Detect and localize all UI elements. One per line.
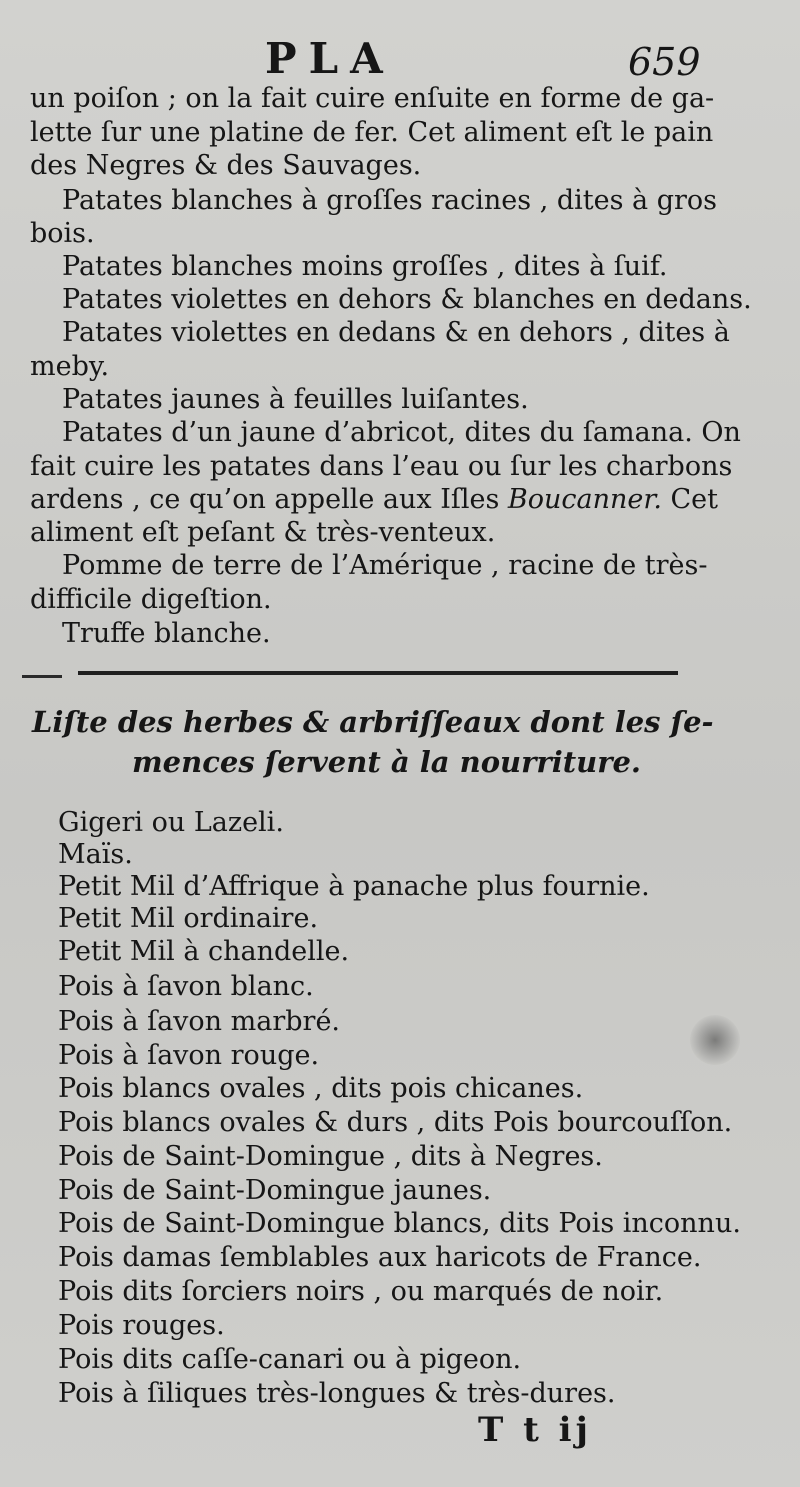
text-line: un poiſon ; on la fait cuire enſuite en forme de ga- [30, 83, 715, 114]
page-header [0, 28, 800, 84]
text-line: Pomme de terre de l’Amérique , racine de très- [62, 550, 708, 581]
list-item: Maïs. [58, 839, 133, 870]
text-line: lette ſur une platine de fer. Cet aliment eſt le pain [30, 117, 714, 148]
list-item: Pois à ſavon blanc. [58, 971, 314, 1002]
text-segment: ardens , ce qu’on appelle aux Iſles [30, 484, 500, 515]
divider-rule-short [22, 675, 62, 678]
text-segment: Cet [670, 484, 718, 515]
text-line: Patates violettes en dehors & blanches en dedans. [62, 284, 752, 315]
divider-rule [78, 671, 678, 675]
text-line: Patates blanches à groſſes racines , dites à gros [62, 185, 718, 216]
list-item: Gigeri ou Lazeli. [58, 807, 284, 838]
text-line: Patates jaunes à feuilles luiſantes. [62, 384, 529, 415]
list-item: Pois dits ſorciers noirs , ou marqués de noir. [58, 1276, 664, 1307]
section-heading-line-1: Liſte des herbes & arbriſſeaux dont les ſe- [32, 705, 714, 739]
signature-mark: T t ij [478, 1410, 592, 1450]
list-item: Petit Mil à chandelle. [58, 936, 350, 967]
section-heading-line-2: mences ſervent à la nourriture. [132, 745, 642, 779]
list-item: Pois de Saint-Domingue blancs, dits Pois inconnu. [58, 1208, 741, 1239]
list-item: Pois dits caſſe-canari ou à pigeon. [58, 1344, 522, 1375]
running-head: PLA [265, 34, 395, 83]
text-line: des Negres & des Sauvages. [30, 150, 422, 181]
italic-word: Boucanner. [507, 484, 662, 515]
list-item: Pois à ſavon rouge. [58, 1040, 320, 1071]
list-item: Pois à ſiliques très-longues & très-dures. [58, 1378, 616, 1409]
list-item: Pois damas ſemblables aux haricots de France. [58, 1242, 702, 1273]
text-line: meby. [30, 351, 110, 382]
text-line-with-italic [30, 483, 718, 517]
list-item: Petit Mil d’Affrique à panache plus fournie. [58, 871, 650, 902]
paper-stain [690, 1015, 740, 1065]
text-line: aliment eſt peſant & très-venteux. [30, 517, 496, 548]
list-item: Pois blancs ovales & durs , dits Pois bourcouſſon. [58, 1107, 733, 1138]
text-line: bois. [30, 218, 95, 249]
list-item: Pois de Saint-Domingue jaunes. [58, 1175, 492, 1206]
text-line: Patates blanches moins groſſes , dites à ſuif. [62, 251, 668, 282]
list-item: Petit Mil ordinaire. [58, 903, 319, 934]
text-line: Truffe blanche. [62, 618, 271, 649]
list-item: Pois de Saint-Domingue , dits à Negres. [58, 1141, 603, 1172]
list-item: Pois blancs ovales , dits pois chicanes. [58, 1073, 584, 1104]
text-line: fait cuire les patates dans l’eau ou ſur les charbons [30, 451, 733, 482]
page-number: 659 [628, 40, 701, 84]
text-line: Patates d’un jaune d’abricot, dites du ſamana. On [62, 417, 741, 448]
list-item: Pois rouges. [58, 1310, 225, 1341]
text-line: Patates violettes en dedans & en dehors , dites à [62, 317, 730, 348]
list-item: Pois à ſavon marbré. [58, 1006, 341, 1037]
text-line: difficile digeſtion. [30, 584, 272, 615]
